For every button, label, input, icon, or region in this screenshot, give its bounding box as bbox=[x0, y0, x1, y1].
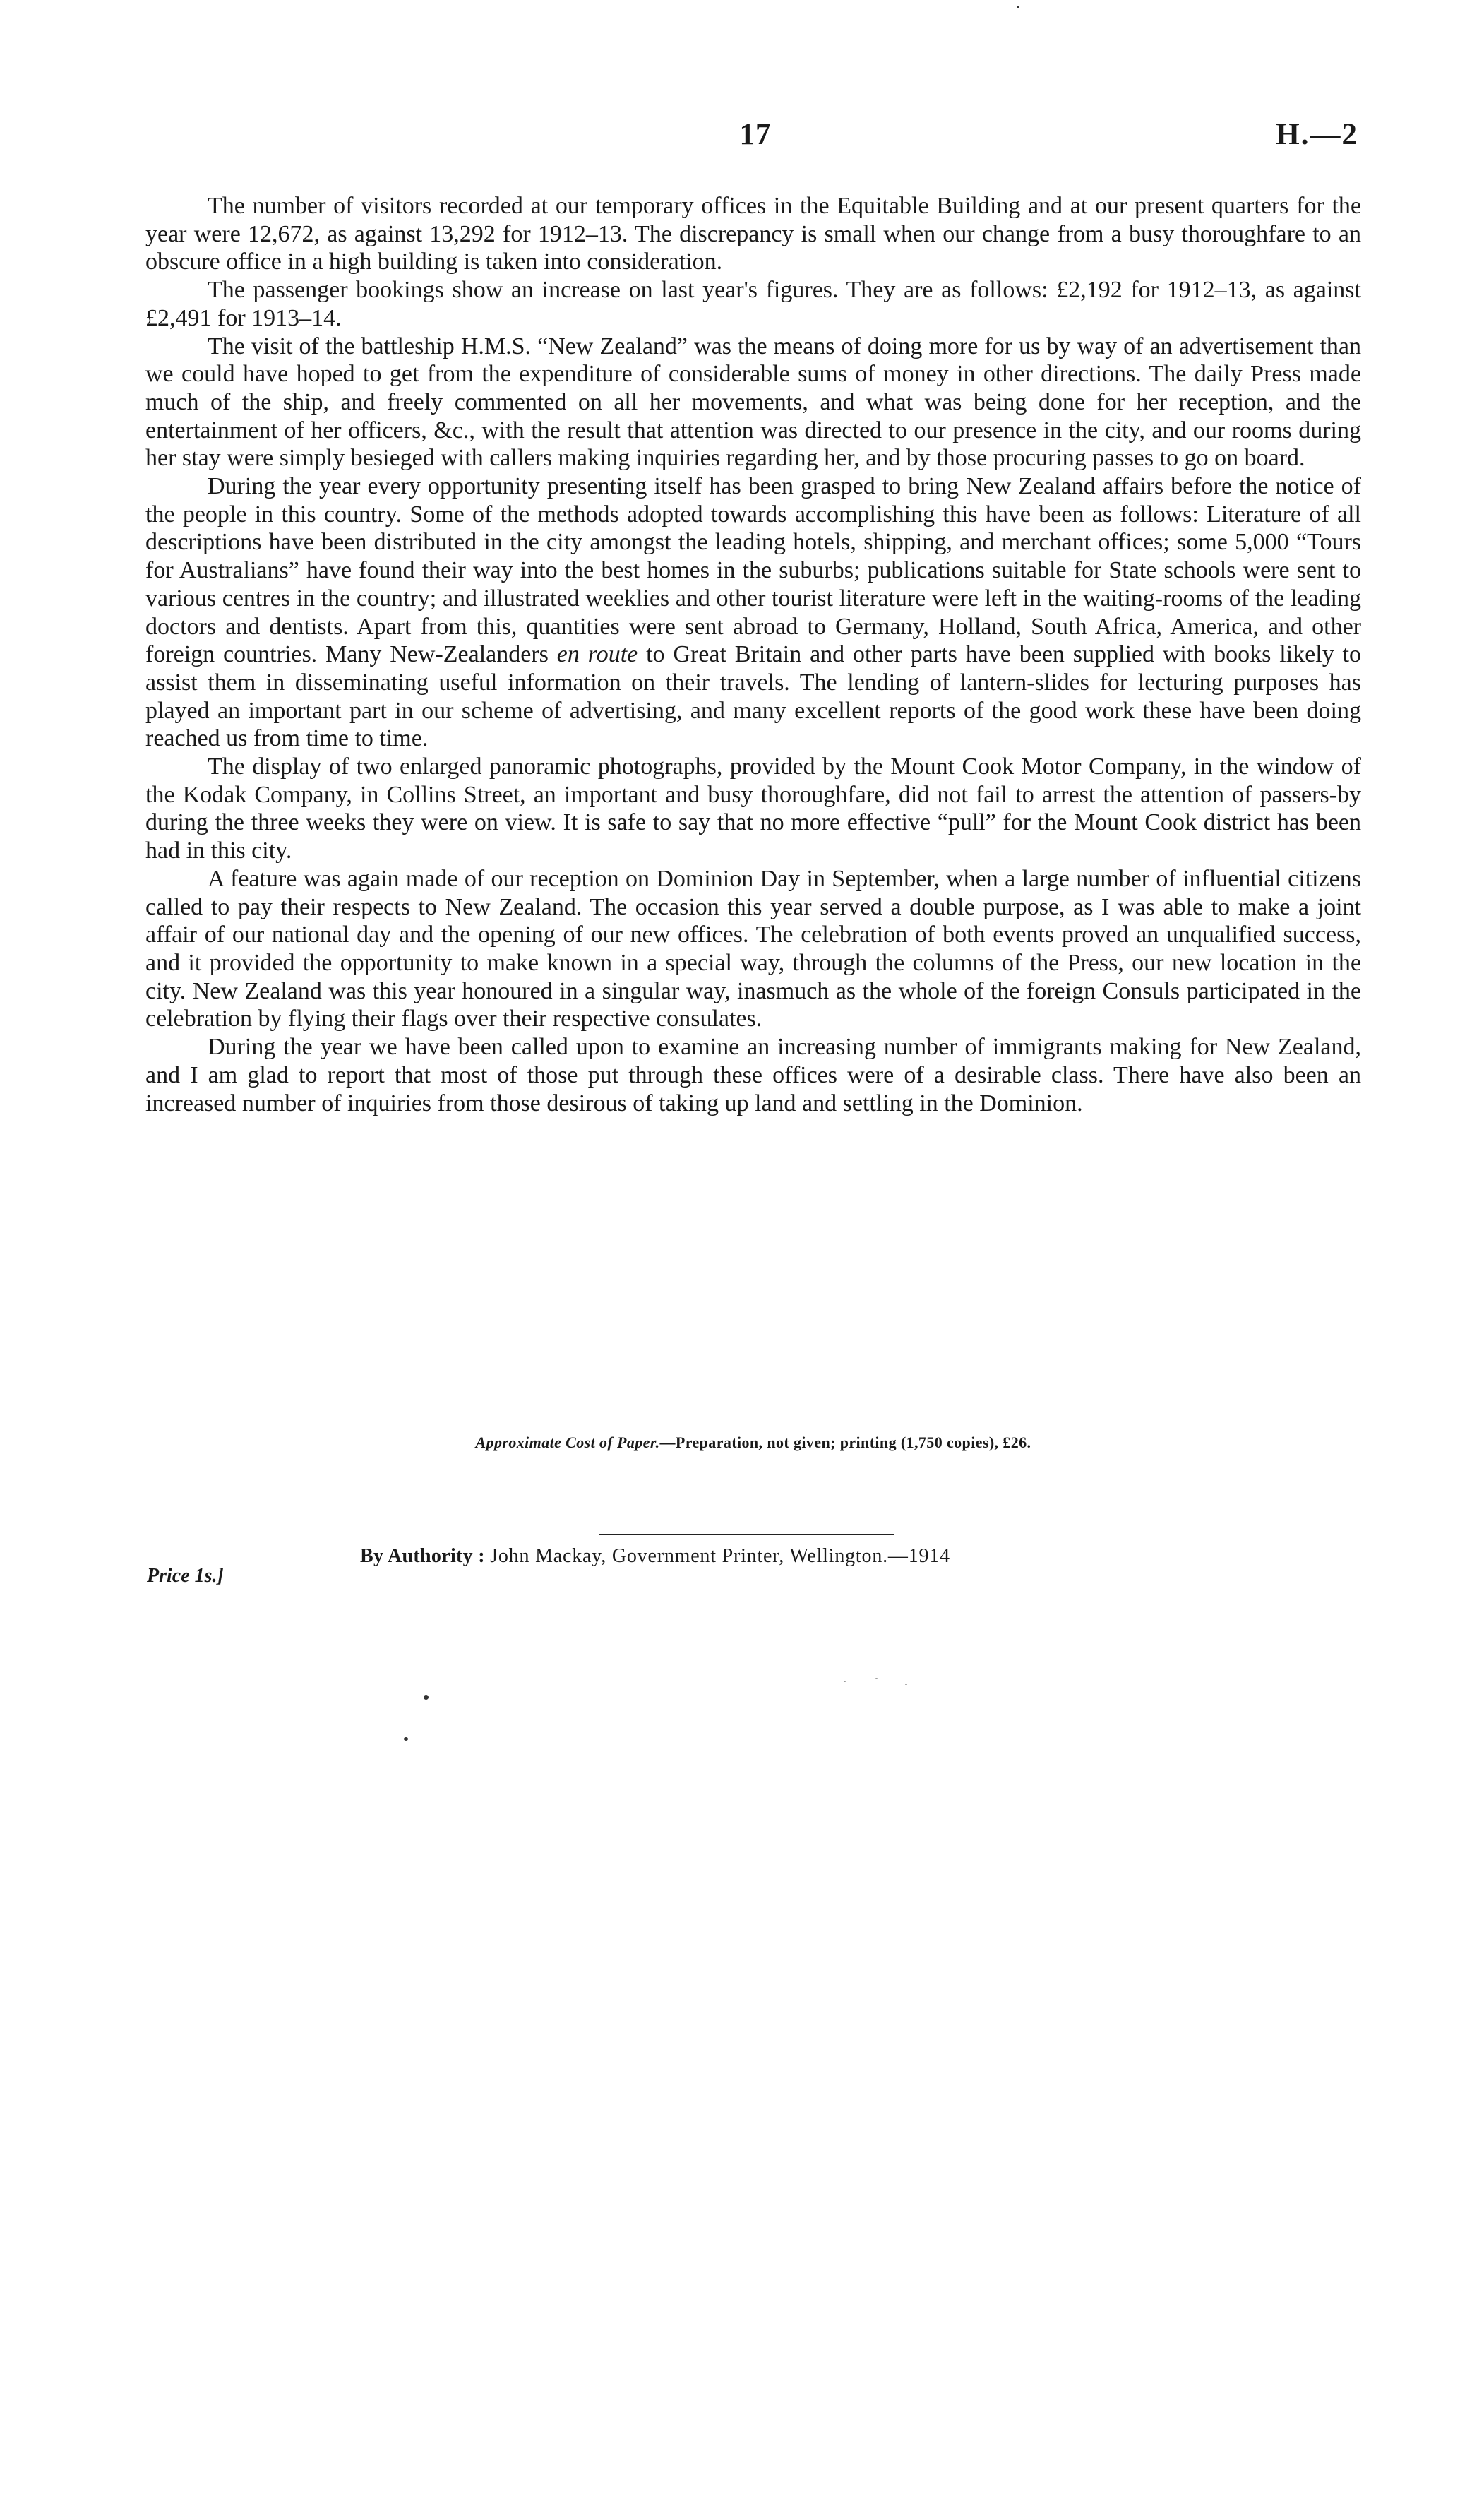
cost-label: Approximate Cost of Paper. bbox=[475, 1434, 660, 1451]
paragraph-battleship-visit: The visit of the battleship H.M.S. “New Zealand” was the means of doing more for us by way of an advertisement than we could have hoped to get from the expenditure of considerable sums of money in other directions. The daily Press made much of the ship, and freely commented on all her movements, and what was being done for her reception, and the entertainment of her officers, &c., with the result that attention was directed to our presence in the city, and our rooms during her stay were simply besieged with callers making inquiries regarding her, and by those procuring passes to go on board. bbox=[145, 333, 1361, 472]
paragraph-passenger-bookings: The passenger bookings show an increase on last year's figures. They are as follows: £2,192 for 1912–13, as against £2,491 for 1913–14. bbox=[145, 277, 1361, 331]
lantern-text-before: Many New-Zealanders bbox=[325, 641, 557, 668]
paragraph-visitors: The number of visitors recorded at our temporary offices in the Equitable Building and at our present quarters for the year were 12,672, as against 13,292 for 1912–13. The discrepancy is small when our change from a busy thoroughfare to an obscure office in a high building is taken into consideration. bbox=[145, 193, 1361, 275]
price-label: Price 1s.] bbox=[147, 1565, 224, 1587]
en-route-italic: en route bbox=[556, 641, 638, 668]
cost-details: —Preparation, not given; printing (1,750 copies), £26. bbox=[659, 1434, 1031, 1451]
print-speck bbox=[905, 1684, 907, 1685]
document-code: H.—2 bbox=[1276, 118, 1358, 151]
lantern-text-after: to Great Britain and other parts have been supplied with books likely to assist them in disseminating useful information on their travels. The lending of lantern-slides for lecturing purposes has played an important part in our scheme of advertising, and many excellent reports of the good work these have been doing reached us from time to time. bbox=[145, 641, 1362, 752]
print-speck bbox=[404, 1737, 408, 1741]
printer-authority bbox=[360, 1545, 950, 1568]
print-speck bbox=[424, 1695, 429, 1700]
cost-of-paper-note bbox=[145, 1434, 1361, 1452]
report-body bbox=[145, 192, 1361, 1117]
page-number: 17 bbox=[739, 118, 772, 151]
print-speck bbox=[1017, 6, 1019, 8]
print-speck bbox=[844, 1681, 846, 1682]
paragraph-panoramic-display: The display of two enlarged panoramic photographs, provided by the Mount Cook Motor Company, in the window of the Kodak Company, in Collins Street, an important and busy thoroughfare, did not fail to arrest the attention of passers-by during the three weeks they were on view. It is safe to say that no more effective “pull” for the Mount Cook district has been had in this city. bbox=[145, 753, 1361, 864]
paragraph-immigrants: During the year we have been called upon to examine an increasing number of immigrants making for New Zealand, and I am glad to report that most of those put through these offices were of a desirable class. There have also been an increased number of inquiries from those desirous of taking up land and settling in the Dominion. bbox=[145, 1034, 1361, 1116]
paragraph-advertising-methods bbox=[145, 472, 1361, 753]
advertising-methods-text: During the year every opportunity presenting itself has been grasped to bring New Zealand affairs before the notice of the people in this country. Some of the methods adopted towards accomplishing this have been as follows: Literature of all descriptions have been distributed in the city amongst the leading hotels, shipping, and merchant offices; some 5,000 “Tours for Australians” have found their way into the best homes in the suburbs; publications suitable for State schools were sent to various centres in the country; and illustrated weeklies and other tourist literature were left in the waiting-rooms of the leading doctors and dentists. Apart from this, quantities were sent abroad to Germany, Holland, South Africa, America, and other foreign countries. bbox=[145, 473, 1361, 668]
paragraph-dominion-day: A feature was again made of our reception on Dominion Day in September, when a large number of influential citizens called to pay their respects to New Zealand. The occasion this year served a double purpose, as I was able to make a joint affair of our national day and the opening of our new offices. The celebration of both events proved an unqualified success, and it provided the opportunity to make known in a special way, through the columns of the Press, our new location in the city. New Zealand was this year honoured in a singular way, inasmuch as the whole of the foreign Consuls participated in the celebration by flying their flags over their respective consulates. bbox=[145, 865, 1361, 1032]
authority-prefix: By Authority : bbox=[360, 1545, 491, 1567]
print-speck bbox=[875, 1678, 878, 1679]
footer-divider bbox=[599, 1534, 894, 1535]
government-printer: John Mackay, Government Printer, Wellington.—1914 bbox=[490, 1545, 950, 1567]
